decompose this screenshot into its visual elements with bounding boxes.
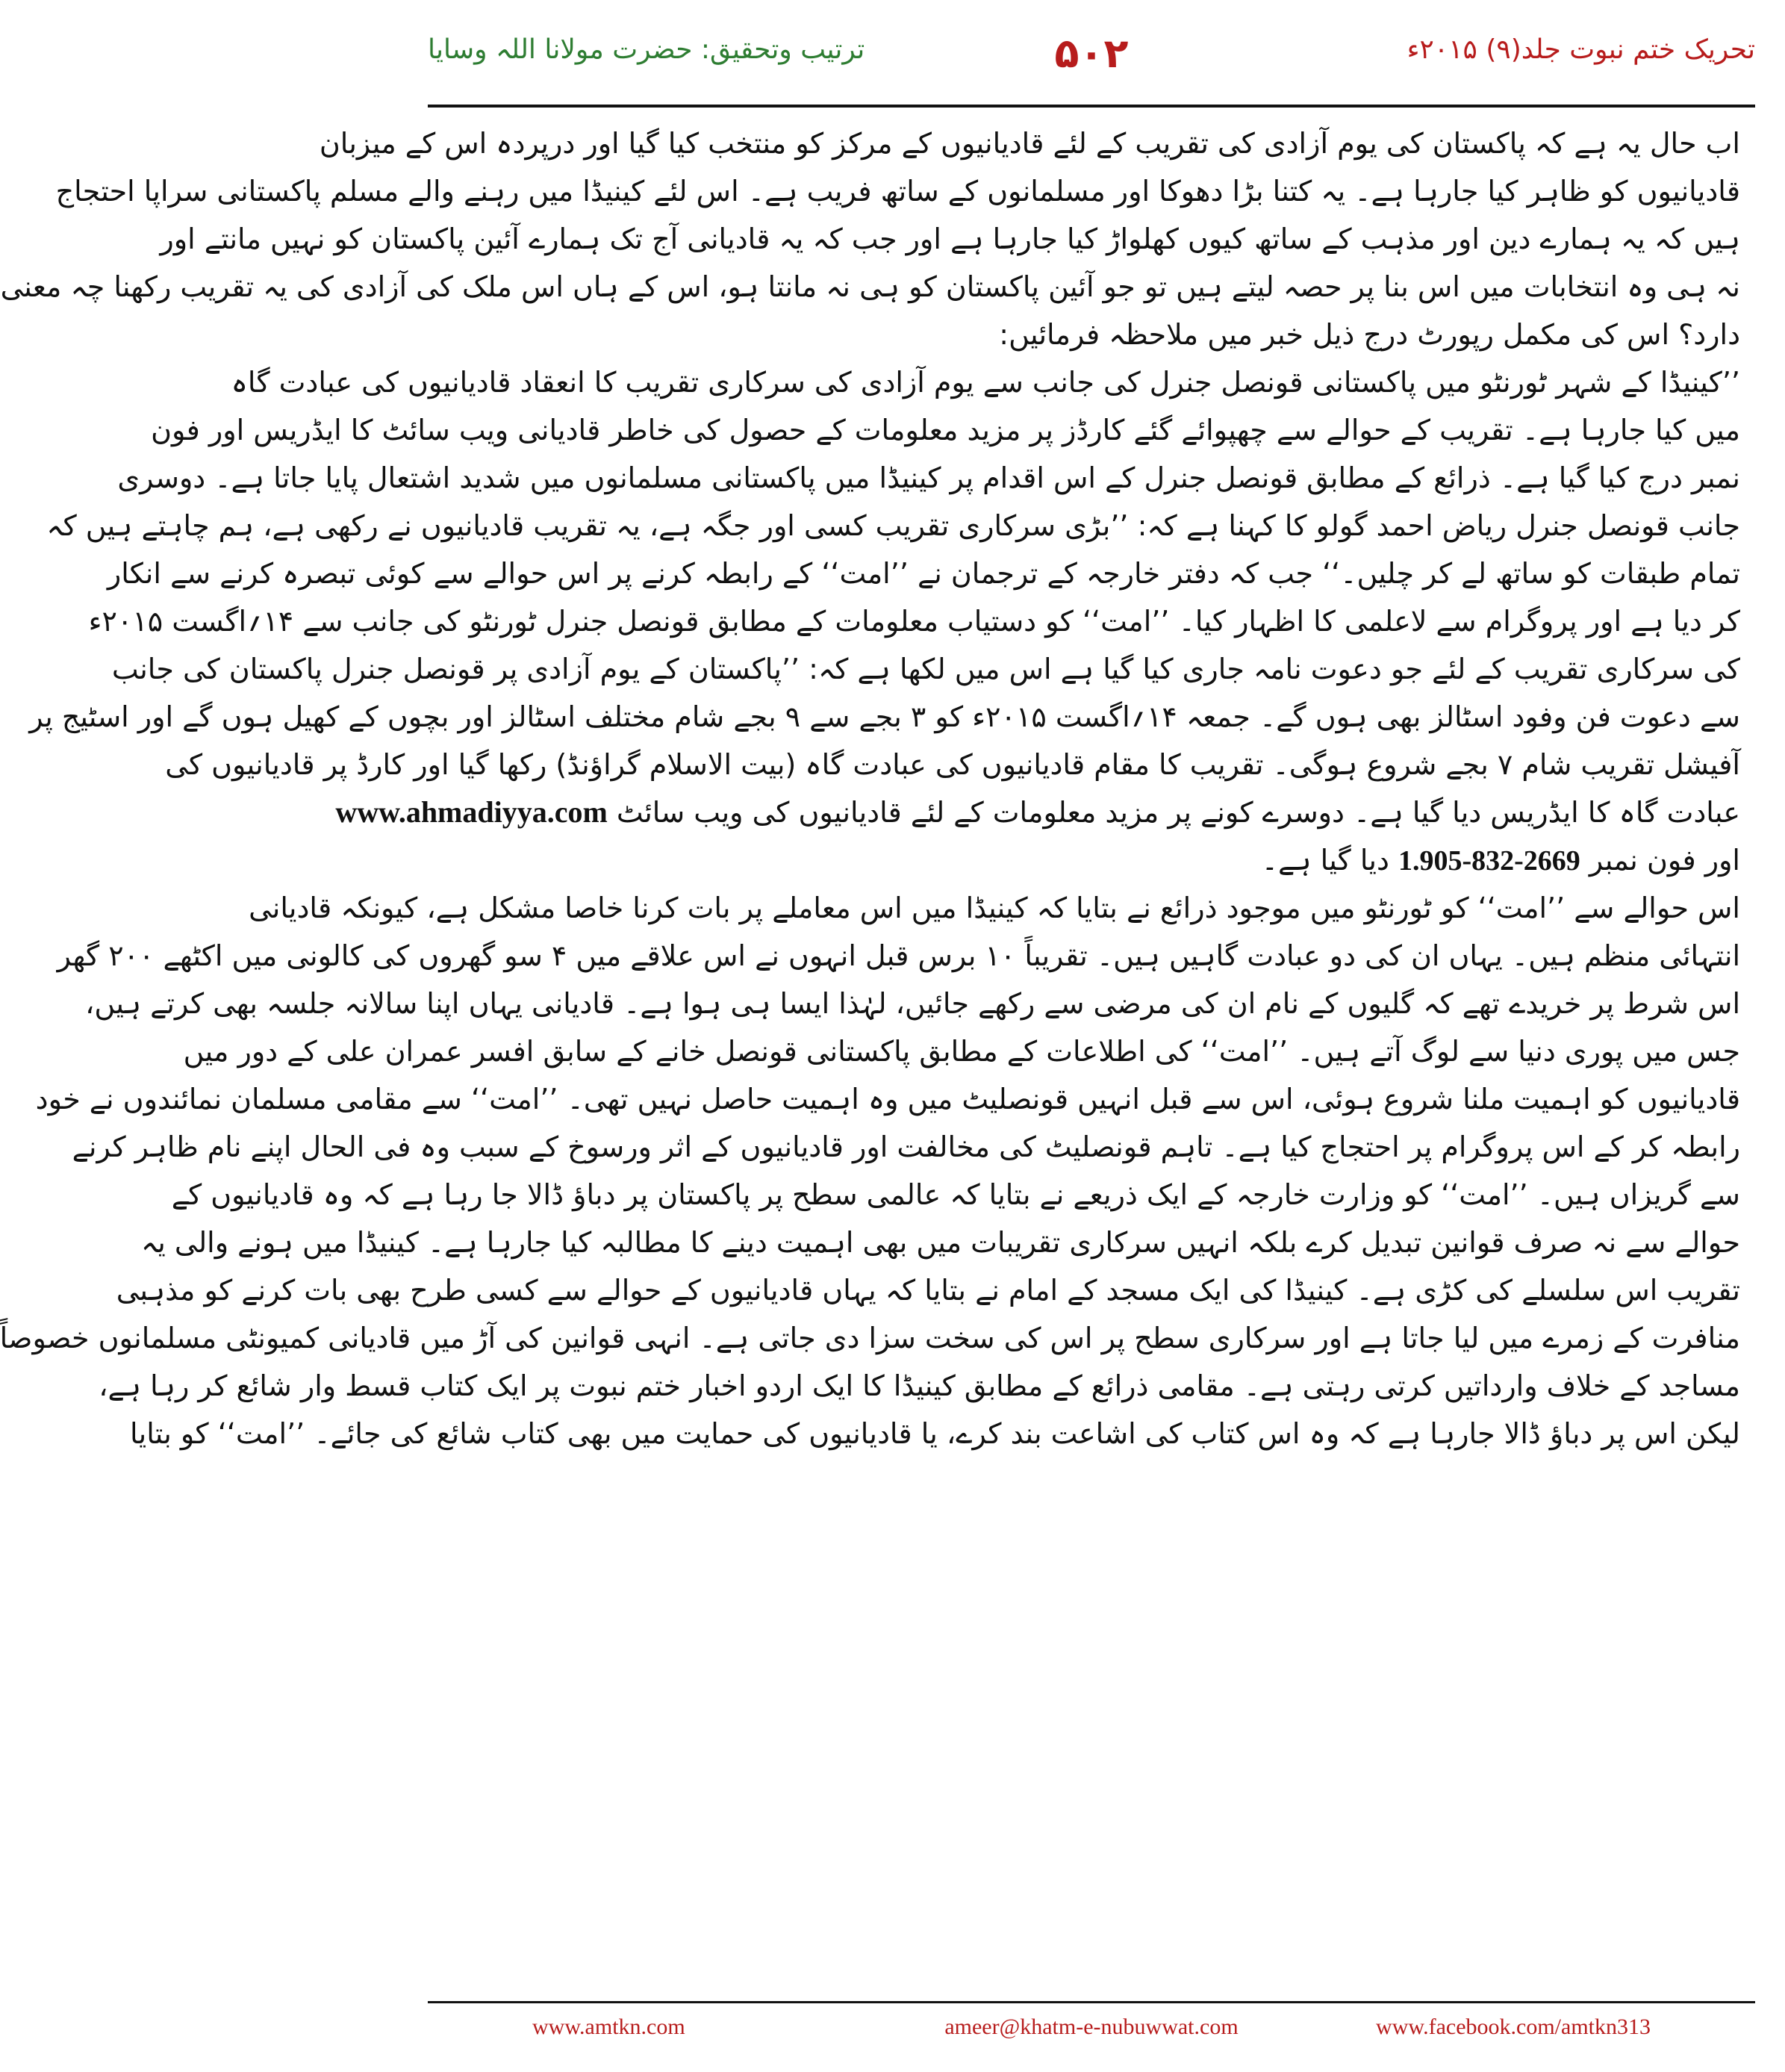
footer-website-link[interactable]: www.amtkn.com (532, 2015, 685, 2039)
text-line: مساجد کے خلاف وارداتیں کرتی رہتی ہے۔ مقامی ذرائع کے مطابق کینیڈا کا ایک اردو اخبار ختم نبوت پر ایک کتاب قسط وار شائع کر رہا ہے، (99, 1369, 1740, 1402)
text-line: جس میں پوری دنیا سے لوگ آتے ہیں۔ ’’امت‘‘ کی اطلاعات کے مطابق پاکستانی قونصل خانے کے سابق افسر عمران علی کے دور میں (183, 1035, 1740, 1068)
text-line: حوالے سے نہ صرف قوانین تبدیل کرے بلکہ انہیں سرکاری تقریبات میں بھی اہمیت دینے کا مطالبہ کیا جارہا ہے۔ کینیڈا میں ہونے والی یہ (141, 1226, 1740, 1259)
compiler-credit: ترتیب وتحقیق: حضرت مولانا اللہ وسایا (428, 34, 865, 65)
footer-email-link[interactable]: ameer@khatm-e-nubuwwat.com (944, 2015, 1239, 2039)
text-line: نمبر درج کیا گیا ہے۔ ذرائع کے مطابق قونصل جنرل کے اس اقدام پر کینیڈا میں پاکستانی مسلمانوں میں شدید اشتعال پایا جاتا ہے۔ دوسری (117, 461, 1740, 494)
text-segment: عبادت گاہ کا ایڈریس دیا گیا ہے۔ دوسرے کونے پر مزید معلومات کے لئے قادیانیوں کی ویب سائٹ (607, 796, 1740, 829)
text-line: کی سرکاری تقریب کے لئے جو دعوت نامہ جاری کیا گیا ہے اس میں لکھا ہے کہ: ’’پاکستان کے یوم آزادی پر قونصل جنرل پاکستان کی جانب (111, 653, 1740, 685)
text-line: دارد؟ اس کی مکمل رپورٹ درج ذیل خبر میں ملاحظہ فرمائیں: (999, 318, 1740, 351)
text-line: اس حوالے سے ’’امت‘‘ کو ٹورنٹو میں موجود ذرائع نے بتایا کہ کینیڈا میں اس معاملے پر بات کرنا خاصا مشکل ہے، کیونکہ قادیانی (249, 892, 1740, 924)
text-line: کر دیا ہے اور پروگرام سے لاعلمی کا اظہار کیا۔ ’’امت‘‘ کو دستیاب معلومات کے مطابق قونصل جنرل ٹورنٹو کی جانب سے ۱۴؍اگست ۲۰۱۵ء (88, 605, 1740, 638)
text-line: ہیں کہ یہ ہمارے دین اور مذہب کے ساتھ کیوں کھلواڑ کیا جارہا ہے اور جب کہ یہ قادیانی آج تک ہمارے آئین پاکستان کو نہیں مانتے اور (160, 223, 1740, 255)
text-line: سے گریزاں ہیں۔ ’’امت‘‘ کو وزارت خارجہ کے ایک ذریعے نے بتایا کہ عالمی سطح پر پاکستان پر دباؤ ڈالا جا رہا ہے کہ وہ قادیانیوں کے (171, 1178, 1740, 1211)
website-link[interactable]: www.ahmadiyya.com (335, 795, 608, 829)
text-line: ’’کینیڈا کے شہر ٹورنٹو میں پاکستانی قونصل جنرل کی جانب سے یوم آزادی کی سرکاری تقریب کا انعقاد قادیانیوں کی عبادت گاہ (231, 366, 1740, 399)
text-line-with-phone (443, 836, 1740, 884)
text-line: قادیانیوں کو اہمیت ملنا شروع ہوئی، اس سے قبل انہیں قونصلیٹ میں وہ اہمیت حاصل نہیں تھی۔ ’’امت‘‘ سے مقامی مسلمان نمائندوں نے خود (35, 1083, 1740, 1116)
text-line: لیکن اس پر دباؤ ڈالا جارہا ہے کہ وہ اس کتاب کی اشاعت بند کرے، یا قادیانیوں کی حمایت میں بھی کتاب شائع کی جائے۔ ’’امت‘‘ کو بتایا (130, 1417, 1740, 1450)
phone-number: 1.905-832-2669 (1398, 845, 1580, 877)
page-number: ۵۰۲ (1054, 30, 1129, 77)
text-line: اس شرط پر خریدے تھے کہ گلیوں کے نام ان کی مرضی سے رکھے جائیں، لہٰذا ایسا ہی ہوا ہے۔ قادیانی یہاں اپنا سالانہ جلسہ بھی کرتے ہیں، (85, 987, 1740, 1020)
footer-divider (428, 2001, 1755, 2003)
text-line: اب حال یہ ہے کہ پاکستان کی یوم آزادی کی تقریب کے لئے قادیانیوں کے مرکز کو منتخب کیا گیا اور درپردہ اس کے میزبان (319, 127, 1740, 160)
header-divider (428, 105, 1755, 108)
text-line: منافرت کے زمرے میں لیا جاتا ہے اور سرکاری سطح پر اس کی سخت سزا دی جاتی ہے۔ انہی قوانین کی آڑ میں قادیانی کمیونٹی مسلمانوں خصوصاً (0, 1322, 1740, 1354)
text-line: جانب قونصل جنرل ریاض احمد گولو کا کہنا ہے کہ: ’’بڑی سرکاری تقریب کسی اور جگہ ہے، یہ تقریب قادیانیوں نے رکھی ہے، ہم چاہتے ہیں کہ (46, 509, 1740, 542)
text-line: انتہائی منظم ہیں۔ یہاں ان کی دو عبادت گاہیں ہیں۔ تقریباً ۱۰ برس قبل انہوں نے اس علاقے میں ۴ سو گھروں کی کالونی میں اکٹھے ۲۰۰ گھر (57, 939, 1740, 972)
page-footer (428, 2009, 1755, 2053)
text-line: آفیشل تقریب شام ۷ بجے شروع ہوگی۔ تقریب کا مقام قادیانیوں کی عبادت گاہ (بیت الاسلام گراؤنڈ) رکھا گیا اور کارڈ پر قادیانیوں کی (165, 748, 1740, 781)
text-segment: دیا گیا ہے۔ (1261, 844, 1398, 877)
text-line: تقریب اس سلسلے کی کڑی ہے۔ کینیڈا کی ایک مسجد کے امام نے بتایا کہ یہاں قادیانیوں کے حوالے سے کسی طرح بھی بات کرنے کو مذہبی (116, 1274, 1740, 1307)
text-segment: اور فون نمبر (1580, 844, 1740, 877)
text-line: سے دعوت فن وفود اسٹالز بھی ہوں گے۔ جمعہ ۱۴؍اگست ۲۰۱۵ء کو ۳ بجے سے ۹ بجے شام مختلف اسٹالز اور بچوں کے کھیل ہوں گے اور اسٹیج پر (29, 700, 1740, 733)
text-line: نہ ہی وہ انتخابات میں اس بنا پر حصہ لیتے ہیں تو جو آئین پاکستان کو ہی نہ مانتا ہو، اس کے ہاں اس ملک کی آزادی کی یہ تقریب رکھنا چہ معنی (0, 270, 1740, 303)
article-body (0, 119, 1740, 1971)
page-header (428, 30, 1755, 97)
text-line: میں کیا جارہا ہے۔ تقریب کے حوالے سے چھپوائے گئے کارڈز پر مزید معلومات کے حصول کی خاطر قادیانی ویب سائٹ کا ایڈریس اور فون (151, 414, 1740, 447)
book-title: تحریک ختم نبوت جلد(۹) ۲۰۱۵ء (1406, 34, 1755, 65)
text-line-with-url (335, 788, 1740, 836)
text-line: قادیانیوں کو ظاہر کیا جارہا ہے۔ یہ کتنا بڑا دھوکا اور مسلمانوں کے ساتھ فریب ہے۔ اس لئے کینیڈا میں رہنے والے مسلم پاکستانی سراپا احتجاج (55, 175, 1740, 208)
text-line: رابطہ کر کے اس پروگرام پر احتجاج کیا ہے۔ تاہم قونصلیٹ کی مخالفت اور قادیانیوں کے اثر ورسوخ کے سبب وہ فی الحال اپنے نام ظاہر کرنے (72, 1130, 1740, 1163)
text-line: تمام طبقات کو ساتھ لے کر چلیں۔‘‘ جب کہ دفتر خارجہ کے ترجمان نے ’’امت‘‘ کے رابطہ کرنے پر اس حوالے سے کوئی تبصرہ کرنے سے انکار (107, 557, 1740, 590)
footer-facebook-link[interactable]: www.facebook.com/amtkn313 (1376, 2015, 1651, 2039)
